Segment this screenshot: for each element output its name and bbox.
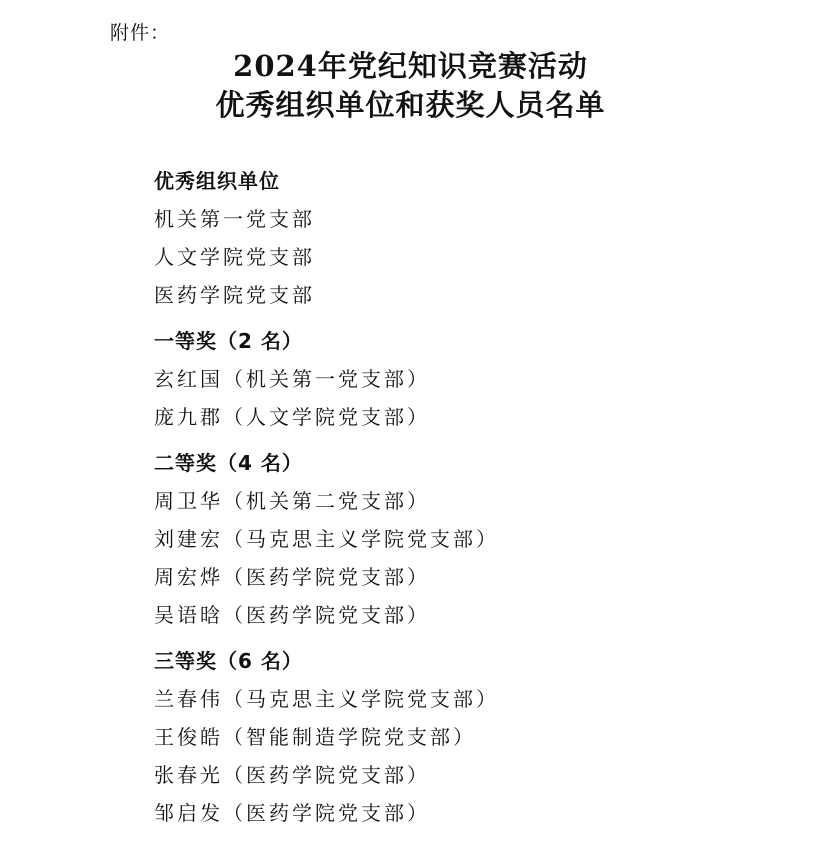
list-item: 王俊皓（智能制造学院党支部） [154,725,476,749]
section-heading: 二等奖（4 名） [154,451,303,475]
list-item: 玄红国（机关第一党支部） [154,367,430,391]
attachment-label: 附件： [110,22,171,44]
award-list [154,165,774,843]
list-item: 庞九郡（人文学院党支部） [154,405,430,429]
document-title-line-2: 优秀组织单位和获奖人员名单 [215,88,606,122]
list-item: 张春光（医药学院党支部） [154,763,430,787]
list-item: 兰春伟（马克思主义学院党支部） [154,687,499,711]
list-item: 邹启发（医药学院党支部） [154,801,430,825]
list-item: 吴语晗（医药学院党支部） [154,603,430,627]
section-second-prize [154,447,774,631]
list-item: 医药学院党支部 [154,283,315,307]
section-heading: 一等奖（2 名） [154,329,303,353]
list-item: 周卫华（机关第二党支部） [154,489,430,513]
document-title-line-1: 2024年党纪知识竞赛活动 [233,49,588,83]
section-excellent-units [154,165,774,311]
list-item: 人文学院党支部 [154,245,315,269]
section-heading: 三等奖（6 名） [154,649,303,673]
list-item: 机关第一党支部 [154,207,315,231]
list-item: 周宏烨（医药学院党支部） [154,565,430,589]
list-item: 刘建宏（马克思主义学院党支部） [154,527,499,551]
section-heading: 优秀组织单位 [154,169,280,193]
section-first-prize [154,325,774,433]
section-third-prize [154,645,774,829]
